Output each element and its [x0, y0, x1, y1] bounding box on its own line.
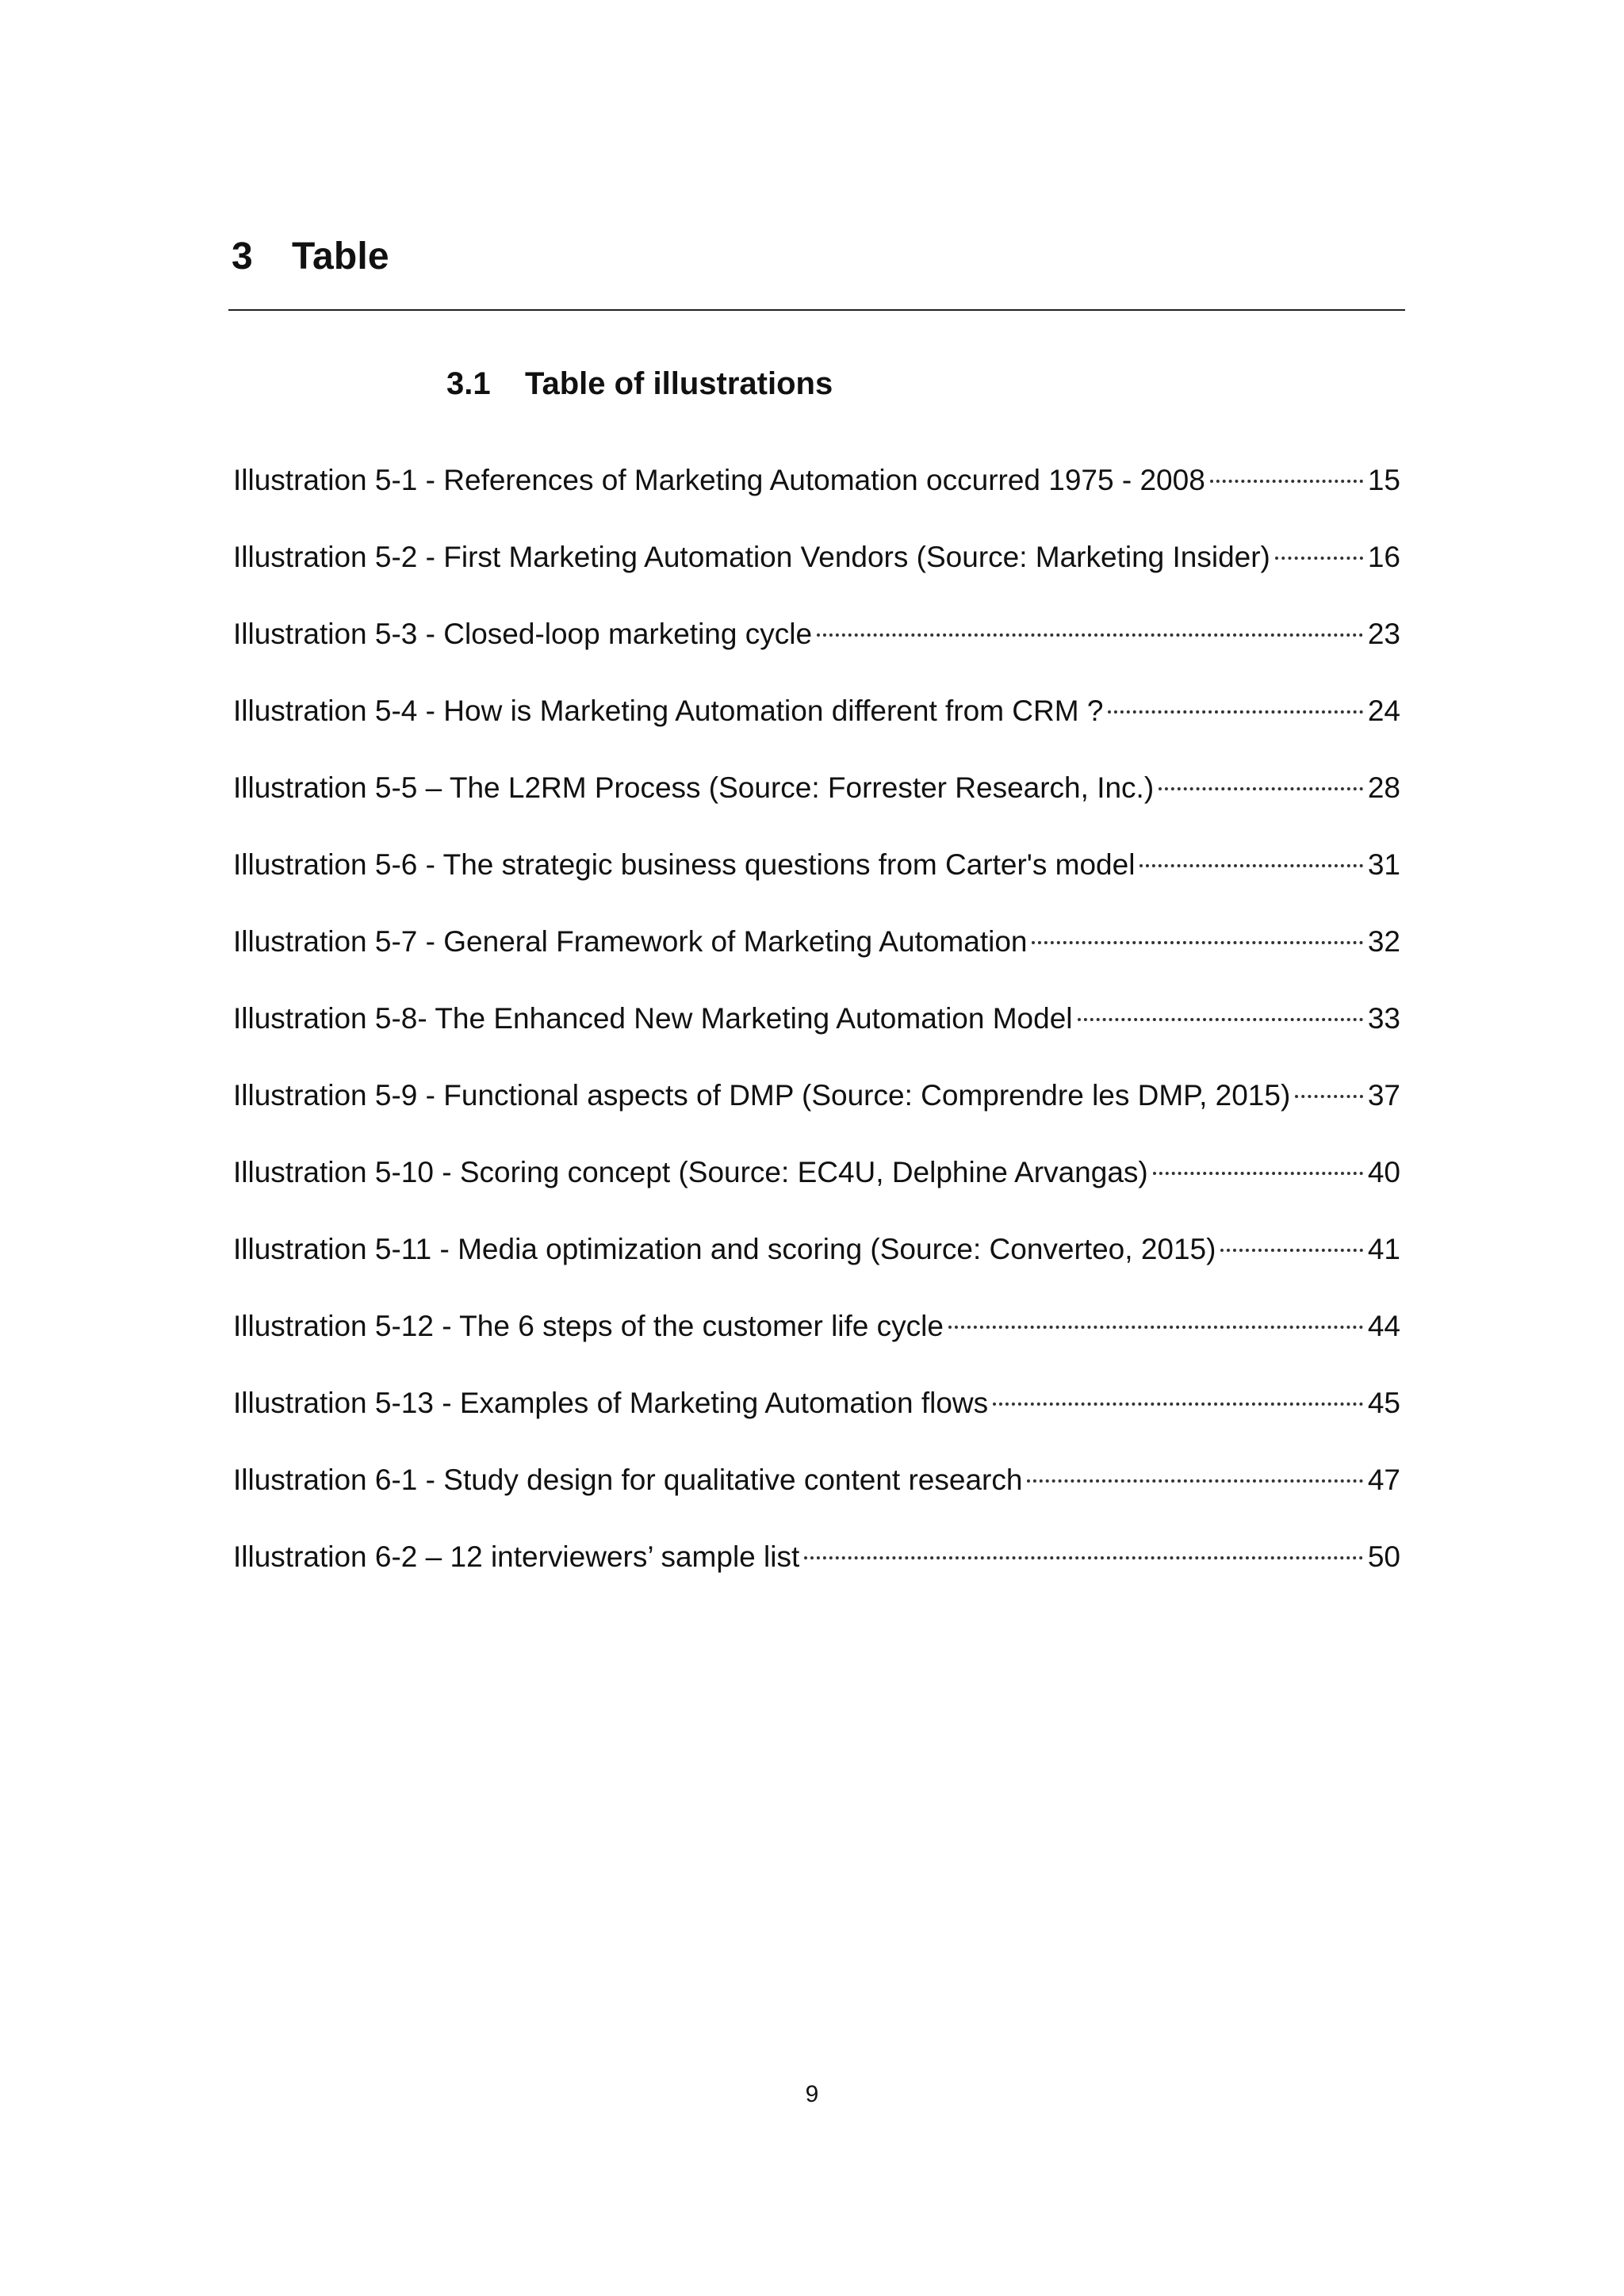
- dot-leader: [1220, 1249, 1362, 1252]
- toc-entry-page: 15: [1367, 464, 1400, 496]
- dot-leader: [804, 1556, 1363, 1559]
- chapter-title: Table: [292, 235, 389, 277]
- toc-entry[interactable]: [233, 1381, 1400, 1458]
- toc-entry-page: 31: [1367, 848, 1400, 881]
- toc-entry[interactable]: [233, 612, 1400, 689]
- toc-entry-title: Illustration 5-4 - How is Marketing Automation different from CRM ?: [233, 695, 1104, 727]
- toc-entry-page: 23: [1367, 618, 1400, 650]
- chapter-heading: [232, 232, 389, 282]
- dot-leader: [1032, 941, 1362, 944]
- toc-entry-page: 40: [1367, 1156, 1400, 1188]
- toc-entry-title: Illustration 5-6 - The strategic business questions from Carter's model: [233, 848, 1136, 881]
- toc-entry-title: Illustration 5-5 – The L2RM Process (Source: Forrester Research, Inc.): [233, 771, 1155, 804]
- toc-entry-page: 16: [1367, 541, 1400, 573]
- toc-entry-title: Illustration 6-2 – 12 interviewers’ sample list: [233, 1540, 800, 1573]
- toc-entry-page: 50: [1367, 1540, 1400, 1573]
- section-number: 3.1: [446, 366, 491, 401]
- toc-entry[interactable]: [233, 1535, 1400, 1612]
- toc-entry-page: 32: [1367, 925, 1400, 958]
- dot-leader: [1153, 1172, 1363, 1175]
- toc-entry[interactable]: [233, 1150, 1400, 1227]
- dot-leader: [993, 1402, 1363, 1406]
- toc-entry-title: Illustration 5-11 - Media optimization and scoring (Source: Converteo, 2015): [233, 1233, 1216, 1265]
- dot-leader: [948, 1326, 1363, 1329]
- dot-leader: [1210, 480, 1363, 483]
- toc-entry[interactable]: [233, 843, 1400, 920]
- toc-entry-page: 44: [1367, 1310, 1400, 1342]
- toc-entry[interactable]: [233, 766, 1400, 843]
- toc-entry-title: Illustration 5-10 - Scoring concept (Source: EC4U, Delphine Arvangas): [233, 1156, 1148, 1188]
- toc-entry-title: Illustration 5-7 - General Framework of Marketing Automation: [233, 925, 1028, 958]
- toc-entry-title: Illustration 5-2 - First Marketing Automation Vendors (Source: Marketing Insider): [233, 541, 1270, 573]
- toc-entry-title: Illustration 5-9 - Functional aspects of DMP (Source: Comprendre les DMP, 2015): [233, 1079, 1291, 1112]
- dot-leader: [1275, 557, 1363, 560]
- toc-entry-page: 41: [1367, 1233, 1400, 1265]
- toc-entry-title: Illustration 5-13 - Examples of Marketing Automation flows: [233, 1387, 989, 1419]
- section-title: Table of illustrations: [525, 366, 833, 401]
- toc-entry[interactable]: [233, 920, 1400, 997]
- toc-entry-title: Illustration 6-1 - Study design for qualitative content research: [233, 1464, 1023, 1496]
- chapter-number: 3: [232, 235, 253, 277]
- dot-leader: [1027, 1479, 1362, 1483]
- illustrations-list: [233, 458, 1400, 1612]
- toc-entry[interactable]: [233, 689, 1400, 766]
- dot-leader: [1159, 787, 1363, 790]
- dot-leader: [1139, 864, 1362, 867]
- toc-entry-page: 37: [1367, 1079, 1400, 1112]
- dot-leader: [1108, 710, 1362, 714]
- toc-entry-page: 47: [1367, 1464, 1400, 1496]
- toc-entry-page: 28: [1367, 771, 1400, 804]
- toc-entry[interactable]: [233, 1073, 1400, 1150]
- toc-entry-title: Illustration 5-8- The Enhanced New Marketing Automation Model: [233, 1002, 1073, 1035]
- dot-leader: [1078, 1018, 1363, 1021]
- dot-leader: [1295, 1095, 1363, 1098]
- toc-entry[interactable]: [233, 535, 1400, 612]
- toc-entry-page: 24: [1367, 695, 1400, 727]
- section-heading: [446, 362, 833, 406]
- toc-entry-title: Illustration 5-1 - References of Marketing Automation occurred 1975 - 2008: [233, 464, 1205, 496]
- dot-leader: [817, 633, 1363, 637]
- toc-entry[interactable]: [233, 1304, 1400, 1381]
- toc-entry-title: Illustration 5-12 - The 6 steps of the customer life cycle: [233, 1310, 944, 1342]
- heading-divider: [228, 309, 1405, 311]
- toc-entry[interactable]: [233, 1227, 1400, 1304]
- toc-entry-page: 33: [1367, 1002, 1400, 1035]
- toc-entry[interactable]: [233, 1458, 1400, 1535]
- toc-entry-page: 45: [1367, 1387, 1400, 1419]
- toc-entry-title: Illustration 5-3 - Closed-loop marketing cycle: [233, 618, 813, 650]
- toc-entry[interactable]: [233, 458, 1400, 535]
- page-number: 9: [805, 2081, 819, 2107]
- toc-entry[interactable]: [233, 997, 1400, 1073]
